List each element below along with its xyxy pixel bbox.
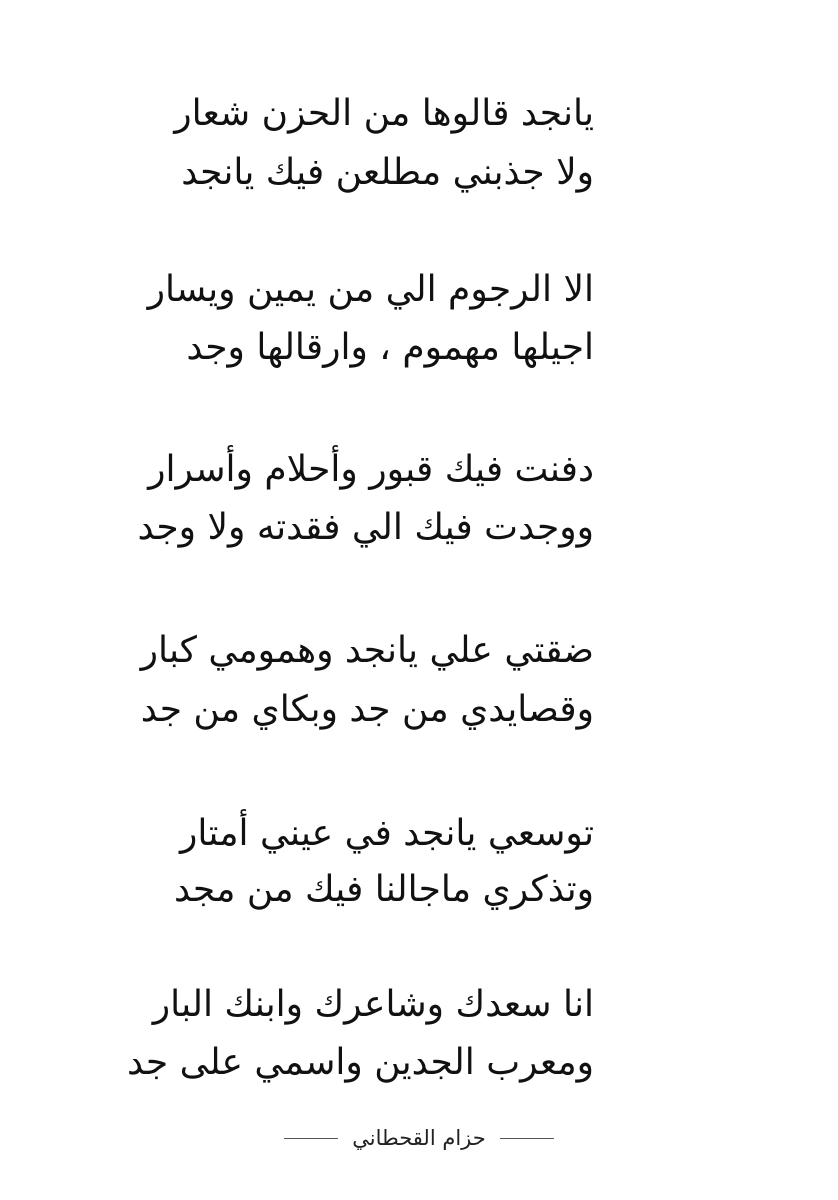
- poem-line-3-1: دفنت فيك قبور وأحلام وأسرار: [148, 449, 594, 490]
- poem-line-4-2: وقصايدي من جد وبكاي من جد: [140, 689, 594, 730]
- signature-dash-left: [500, 1138, 554, 1139]
- poem-line-3-2: ووجدت فيك الي فقدته ولا وجد: [137, 507, 594, 548]
- poem-line-2-2: اجيلها مهموم ، وارقالها وجد: [186, 327, 594, 368]
- poem-line-4-1: ضقتي علي يانجد وهمومي كبار: [140, 630, 594, 671]
- poem-line-6-2: ومعرب الجدين واسمي على جد: [126, 1042, 594, 1083]
- poem-line-5-2: وتذكري ماجالنا فيك من مجد: [173, 869, 594, 910]
- poem-line-5-1: توسعي يانجد في عيني أمتار: [180, 813, 594, 854]
- signature-dash-right: [284, 1138, 338, 1139]
- signature: [0, 1128, 838, 1149]
- signature-name: حزام القحطاني: [352, 1126, 486, 1150]
- poem-line-1-1: يانجد قالوها من الحزن شعار: [174, 93, 594, 134]
- poem-line-1-2: ولا جذبني مطلعن فيك يانجد: [181, 152, 594, 193]
- poem-line-6-1: انا سعدك وشاعرك وابنك البار: [152, 984, 594, 1025]
- poem-line-2-1: الا الرجوم الي من يمين ويسار: [147, 269, 594, 310]
